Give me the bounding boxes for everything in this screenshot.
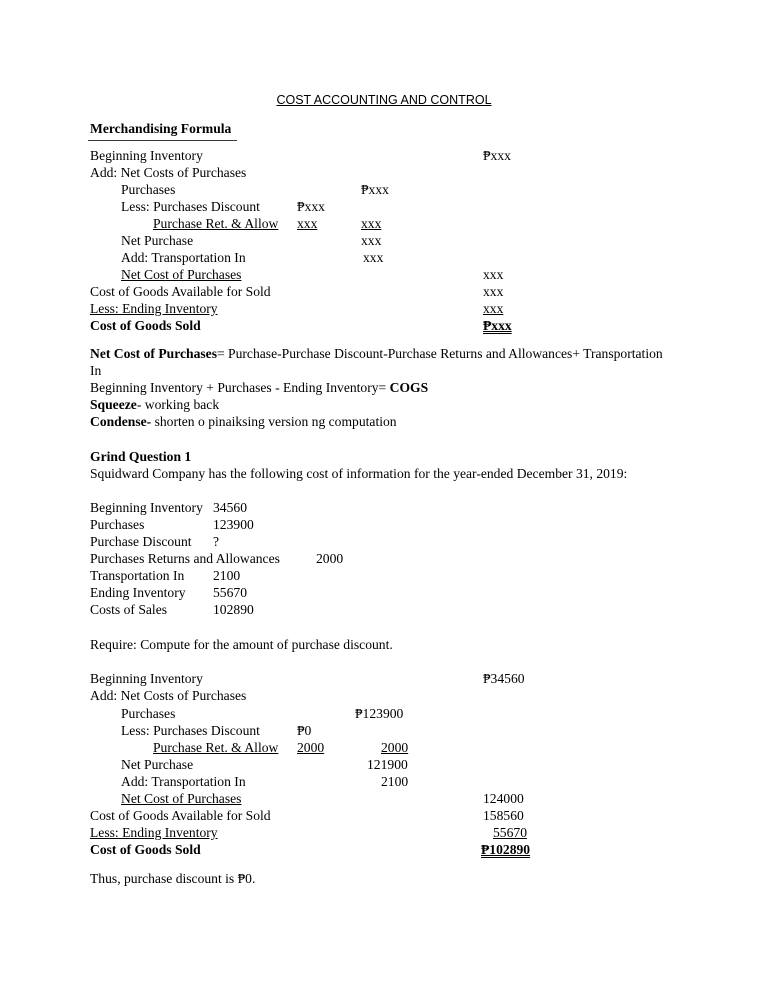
given-row xyxy=(0,499,768,516)
given-value: 123900 xyxy=(213,517,254,532)
question-prompt: Squidward Company has the following cost of information for the year-ended December 31, 2019: xyxy=(90,466,628,481)
goods-available-label: Cost of Goods Available for Sold xyxy=(90,284,271,299)
solution-row-goods-available xyxy=(0,807,768,824)
solution-purchases-label: Purchases xyxy=(121,706,176,721)
formula-row-net-cost-of-purchases xyxy=(0,266,768,283)
given-label: Purchases xyxy=(90,517,145,532)
solution-beginning-inventory-amount: ₱34560 xyxy=(483,671,525,686)
solution-cost-of-goods-sold-label: Cost of Goods Sold xyxy=(90,842,201,857)
purchases-amount: ₱xxx xyxy=(361,182,389,197)
note-cogs-term: COGS xyxy=(389,380,429,395)
transportation-in-amount: xxx xyxy=(363,250,384,265)
page-title-text: COST ACCOUNTING AND CONTROL xyxy=(276,93,492,107)
net-purchase-label: Net Purchase xyxy=(121,233,194,248)
purchase-returns-label: Purchase Ret. & Allow xyxy=(153,216,279,231)
note-condense-text: shorten o pinaiksing version ng computation xyxy=(151,414,397,429)
solution-row-net-cost-of-purchases xyxy=(0,790,768,807)
solution-row-purchases-discount xyxy=(0,722,768,739)
note-cogs-text: Beginning Inventory + Purchases - Ending Inventory= xyxy=(90,380,390,395)
solution-row-transportation-in xyxy=(0,773,768,790)
solution-ending-inventory-amount: 55670 xyxy=(493,825,527,840)
solution-row-net-purchase xyxy=(0,756,768,773)
solution-beginning-inventory-label: Beginning Inventory xyxy=(90,671,203,686)
purchase-returns-subtotal: xxx xyxy=(361,216,382,231)
section-heading-merchandising-formula: Merchandising Formula xyxy=(90,121,232,136)
solution-purchase-returns-subtotal: 2000 xyxy=(381,740,409,755)
given-label: Costs of Sales xyxy=(90,602,168,617)
solution-purchases-discount-label: Less: Purchases Discount xyxy=(121,723,260,738)
note-squeeze-term: Squeeze xyxy=(90,397,137,412)
given-label: Ending Inventory xyxy=(90,585,186,600)
given-label: Beginning Inventory xyxy=(90,500,203,515)
solution-row-purchases xyxy=(0,705,768,722)
purchases-label: Purchases xyxy=(121,182,176,197)
solution-ending-inventory-label: Less: Ending Inventory xyxy=(90,825,218,840)
formula-row-goods-available xyxy=(0,283,768,300)
solution-net-cost-of-purchases-label: Net Cost of Purchases xyxy=(121,791,242,806)
given-value: 102890 xyxy=(213,602,254,617)
solution-row-ending-inventory xyxy=(0,824,768,841)
purchases-discount-amount: ₱xxx xyxy=(297,199,325,214)
beginning-inventory-amount: ₱xxx xyxy=(483,148,511,163)
given-value: 34560 xyxy=(213,500,247,515)
solution-transportation-in-label: Add: Transportation In xyxy=(121,774,246,789)
given-row xyxy=(0,601,768,618)
given-value: 55670 xyxy=(213,585,247,600)
given-label: Purchases Returns and Allowances xyxy=(90,551,280,566)
purchase-returns-amount: xxx xyxy=(297,216,318,231)
formula-row-beginning-inventory xyxy=(0,147,768,164)
note-net-cost-term: Net Cost of Purchases xyxy=(90,346,217,361)
solution-row-add-net-costs xyxy=(0,687,768,704)
solution-net-cost-of-purchases-amount: 124000 xyxy=(483,791,524,806)
given-row xyxy=(0,584,768,601)
purchases-discount-label: Less: Purchases Discount xyxy=(121,199,260,214)
note-squeeze xyxy=(90,396,219,413)
formula-row-net-purchase xyxy=(0,232,768,249)
formula-row-add-net-costs xyxy=(0,164,768,181)
given-row xyxy=(0,516,768,533)
note-condense-term: Condense- xyxy=(90,414,152,429)
given-label: Transportation In xyxy=(90,568,185,583)
given-row xyxy=(0,533,768,550)
transportation-in-label: Add: Transportation In xyxy=(121,250,246,265)
note-squeeze-text: - working back xyxy=(136,397,220,412)
solution-purchases-amount: ₱123900 xyxy=(355,706,404,721)
solution-purchase-returns-label: Purchase Ret. & Allow xyxy=(153,740,279,755)
formula-row-cost-of-goods-sold xyxy=(0,317,768,334)
solution-add-net-costs-label: Add: Net Costs of Purchases xyxy=(90,688,247,703)
note-cogs xyxy=(90,379,428,396)
formula-row-purchases xyxy=(0,181,768,198)
solution-row-cost-of-goods-sold xyxy=(0,841,768,858)
goods-available-amount: xxx xyxy=(483,284,504,299)
solution-conclusion: Thus, purchase discount is ₱0. xyxy=(90,871,256,886)
ending-inventory-amount: xxx xyxy=(483,301,504,316)
question-heading: Grind Question 1 xyxy=(90,449,192,464)
net-cost-of-purchases-amount: xxx xyxy=(483,267,504,282)
question-requirement: Require: Compute for the amount of purchase discount. xyxy=(90,637,393,652)
given-row xyxy=(0,550,768,567)
given-value: ? xyxy=(213,534,220,549)
formula-row-purchase-returns xyxy=(0,215,768,232)
cost-of-goods-sold-label: Cost of Goods Sold xyxy=(90,318,201,333)
given-value: 2000 xyxy=(316,551,344,566)
solution-transportation-in-amount: 2100 xyxy=(381,774,409,789)
ending-inventory-label: Less: Ending Inventory xyxy=(90,301,218,316)
net-cost-of-purchases-label: Net Cost of Purchases xyxy=(121,267,242,282)
formula-row-purchases-discount xyxy=(0,198,768,215)
page-title xyxy=(0,92,768,108)
net-purchase-amount: xxx xyxy=(361,233,382,248)
heading-divider xyxy=(88,140,237,141)
formula-row-ending-inventory xyxy=(0,300,768,317)
note-condense xyxy=(90,413,397,430)
note-net-cost-definition: = Purchase-Purchase Discount-Purchase Returns and Allowances+ Transportation In xyxy=(90,346,663,378)
solution-purchases-discount-amount: ₱0 xyxy=(297,723,312,738)
add-net-costs-label: Add: Net Costs of Purchases xyxy=(90,165,247,180)
solution-purchase-returns-amount: 2000 xyxy=(297,740,325,755)
note-net-cost-of-purchases xyxy=(90,345,672,379)
solution-goods-available-amount: 158560 xyxy=(483,808,524,823)
solution-row-beginning-inventory xyxy=(0,670,768,687)
given-row xyxy=(0,567,768,584)
solution-goods-available-label: Cost of Goods Available for Sold xyxy=(90,808,271,823)
solution-net-purchase-label: Net Purchase xyxy=(121,757,194,772)
formula-row-transportation-in xyxy=(0,249,768,266)
solution-row-purchase-returns xyxy=(0,739,768,756)
cost-of-goods-sold-amount: ₱xxx xyxy=(483,318,512,333)
solution-net-purchase-amount: 121900 xyxy=(367,757,408,772)
beginning-inventory-label: Beginning Inventory xyxy=(90,148,203,163)
given-label: Purchase Discount xyxy=(90,534,192,549)
solution-cost-of-goods-sold-amount: ₱102890 xyxy=(481,842,531,857)
given-value: 2100 xyxy=(213,568,241,583)
